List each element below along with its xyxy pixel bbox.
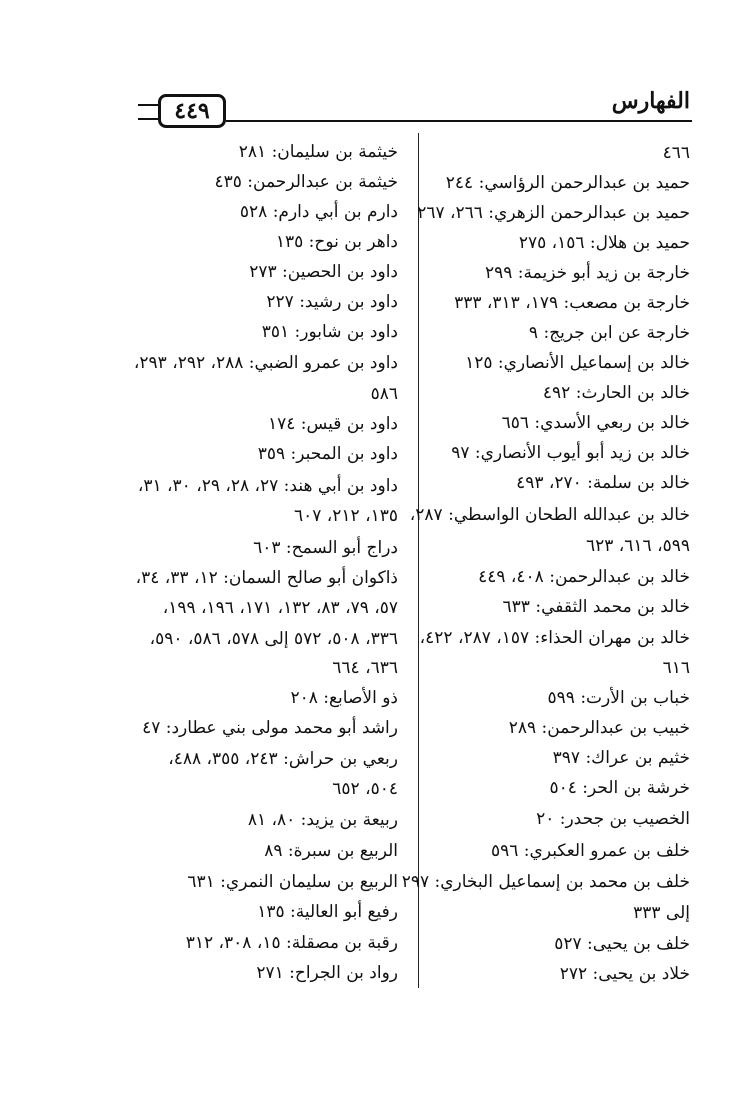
- index-entry: داود بن الحصين: ٢٧٣: [249, 262, 398, 282]
- index-entry: خالد بن إسماعيل الأنصاري: ١٢٥: [465, 353, 690, 373]
- index-entry: راشد أبو محمد مولى بني عطارد: ٤٧: [142, 718, 398, 738]
- index-entry: حميد بن عبدالرحمن الزهري: ٢٦٦، ٢٦٧: [417, 203, 690, 223]
- index-entry: ٤٦٦: [662, 143, 690, 163]
- index-entry: إلى ٣٣٣: [633, 903, 690, 923]
- index-entry: ٣٣٦، ٥٠٨، ٥٧٢ إلى ٥٧٨، ٥٨٦، ٥٩٠،: [149, 629, 398, 649]
- index-entry: داود بن قيس: ١٧٤: [267, 414, 398, 434]
- column-divider: [418, 133, 419, 988]
- header-rule-left-bottom: [138, 118, 158, 120]
- index-entry: ربعي بن حراش: ٢٤٣، ٣٥٥، ٤٨٨،: [168, 749, 398, 769]
- index-entry: خارجة بن زيد أبو خزيمة: ٢٩٩: [484, 263, 690, 283]
- index-entry: داود بن أبي هند: ٢٧، ٢٨، ٢٩، ٣٠، ٣١،: [137, 476, 398, 496]
- index-entry: الخصيب بن جحدر: ٢٠: [536, 809, 690, 829]
- index-entry: داود بن عمرو الضبي: ٢٨٨، ٢٩٢، ٢٩٣،: [133, 353, 398, 373]
- index-entry: خالد بن الحارث: ٤٩٢: [542, 383, 690, 403]
- page-number-box: [158, 94, 226, 128]
- page-number: ٤٤٩: [174, 98, 210, 124]
- index-entry: الربيع بن سليمان النمري: ٦٣١: [187, 872, 398, 892]
- index-entry: ١٣٥، ٢١٢، ٦٠٧: [294, 506, 398, 526]
- index-entry: خيثمة بن عبدالرحمن: ٤٣٥: [214, 172, 398, 192]
- index-entry: داود بن المحبر: ٣٥٩: [257, 444, 398, 464]
- index-entry: داود بن شابور: ٣٥١: [261, 322, 398, 342]
- index-entry: ٥٩٩، ٦١٦، ٦٢٣: [586, 536, 690, 556]
- index-entry: حميد بن هلال: ١٥٦، ٢٧٥: [518, 233, 690, 253]
- index-entry: ربيعة بن يزيد: ٨٠، ٨١: [247, 810, 398, 830]
- index-entry: دارم بن أبي دارم: ٥٢٨: [239, 202, 398, 222]
- index-entry: رواد بن الجراح: ٢٧١: [256, 963, 398, 983]
- index-entry: داهر بن نوح: ١٣٥: [275, 232, 398, 252]
- index-entry: خلف بن يحيى: ٥٢٧: [554, 934, 690, 954]
- index-entry: خثيم بن عراك: ٣٩٧: [552, 748, 690, 768]
- index-entry: ذو الأصابع: ٢٠٨: [290, 688, 398, 708]
- index-entry: خلف بن عمرو العكبري: ٥٩٦: [490, 841, 690, 861]
- index-entry: ٥٨٦: [370, 384, 398, 404]
- index-entry: خيثمة بن سليمان: ٢٨١: [238, 142, 398, 162]
- header-rule-right: [226, 120, 692, 122]
- index-entry: دراج أبو السمح: ٦٠٣: [253, 538, 398, 558]
- index-entry: ٦٣٦، ٦٦٤: [332, 658, 398, 678]
- index-entry: ٦١٦: [662, 658, 690, 678]
- index-entry: خلف بن محمد بن إسماعيل البخاري: ٢٩٧: [401, 872, 690, 892]
- index-entry: حميد بن عبدالرحمن الرؤاسي: ٢٤٤: [445, 173, 690, 193]
- index-entry: ٥٧، ٧٩، ٨٣، ١٣٢، ١٧١، ١٩٦، ١٩٩،: [162, 598, 398, 618]
- index-entry: الربيع بن سبرة: ٨٩: [264, 841, 398, 861]
- index-entry: ذاكوان أبو صالح السمان: ١٢، ٣٣، ٣٤،: [135, 568, 398, 588]
- header-rule-left-top: [138, 104, 158, 106]
- index-entry: خلاد بن يحيى: ٢٧٢: [559, 964, 690, 984]
- index-entry: خارجة بن مصعب: ١٧٩، ٣١٣، ٣٣٣: [454, 293, 690, 313]
- index-entry: خباب بن الأرت: ٥٩٩: [547, 688, 690, 708]
- index-entry: خارجة عن ابن جريج: ٩: [528, 323, 690, 343]
- page-title: الفهارس: [611, 88, 690, 114]
- index-entry: رقبة بن مصقلة: ١٥، ٣٠٨، ٣١٢: [185, 933, 398, 953]
- index-entry: رفيع أبو العالية: ١٣٥: [257, 902, 398, 922]
- index-entry: خالد بن زيد أبو أيوب الأنصاري: ٩٧: [451, 443, 690, 463]
- index-entry: خالد بن عبدالله الطحان الواسطي: ٢٨٧،: [409, 505, 690, 525]
- index-entry: خالد بن سلمة: ٢٧٠، ٤٩٣: [516, 473, 690, 493]
- index-entry: خالد بن مهران الحذاء: ١٥٧، ٢٨٧، ٤٢٢،: [419, 628, 690, 648]
- index-entry: خالد بن ربعي الأسدي: ٦٥٦: [501, 413, 690, 433]
- index-entry: خالد بن عبدالرحمن: ٤٠٨، ٤٤٩: [478, 567, 690, 587]
- index-entry: خرشة بن الحر: ٥٠٤: [549, 778, 690, 798]
- index-entry: ٥٠٤، ٦٥٢: [332, 779, 398, 799]
- index-entry: خالد بن محمد الثقفي: ٦٣٣: [502, 597, 690, 617]
- index-entry: داود بن رشيد: ٢٢٧: [266, 292, 398, 312]
- index-entry: خبيب بن عبدالرحمن: ٢٨٩: [508, 718, 690, 738]
